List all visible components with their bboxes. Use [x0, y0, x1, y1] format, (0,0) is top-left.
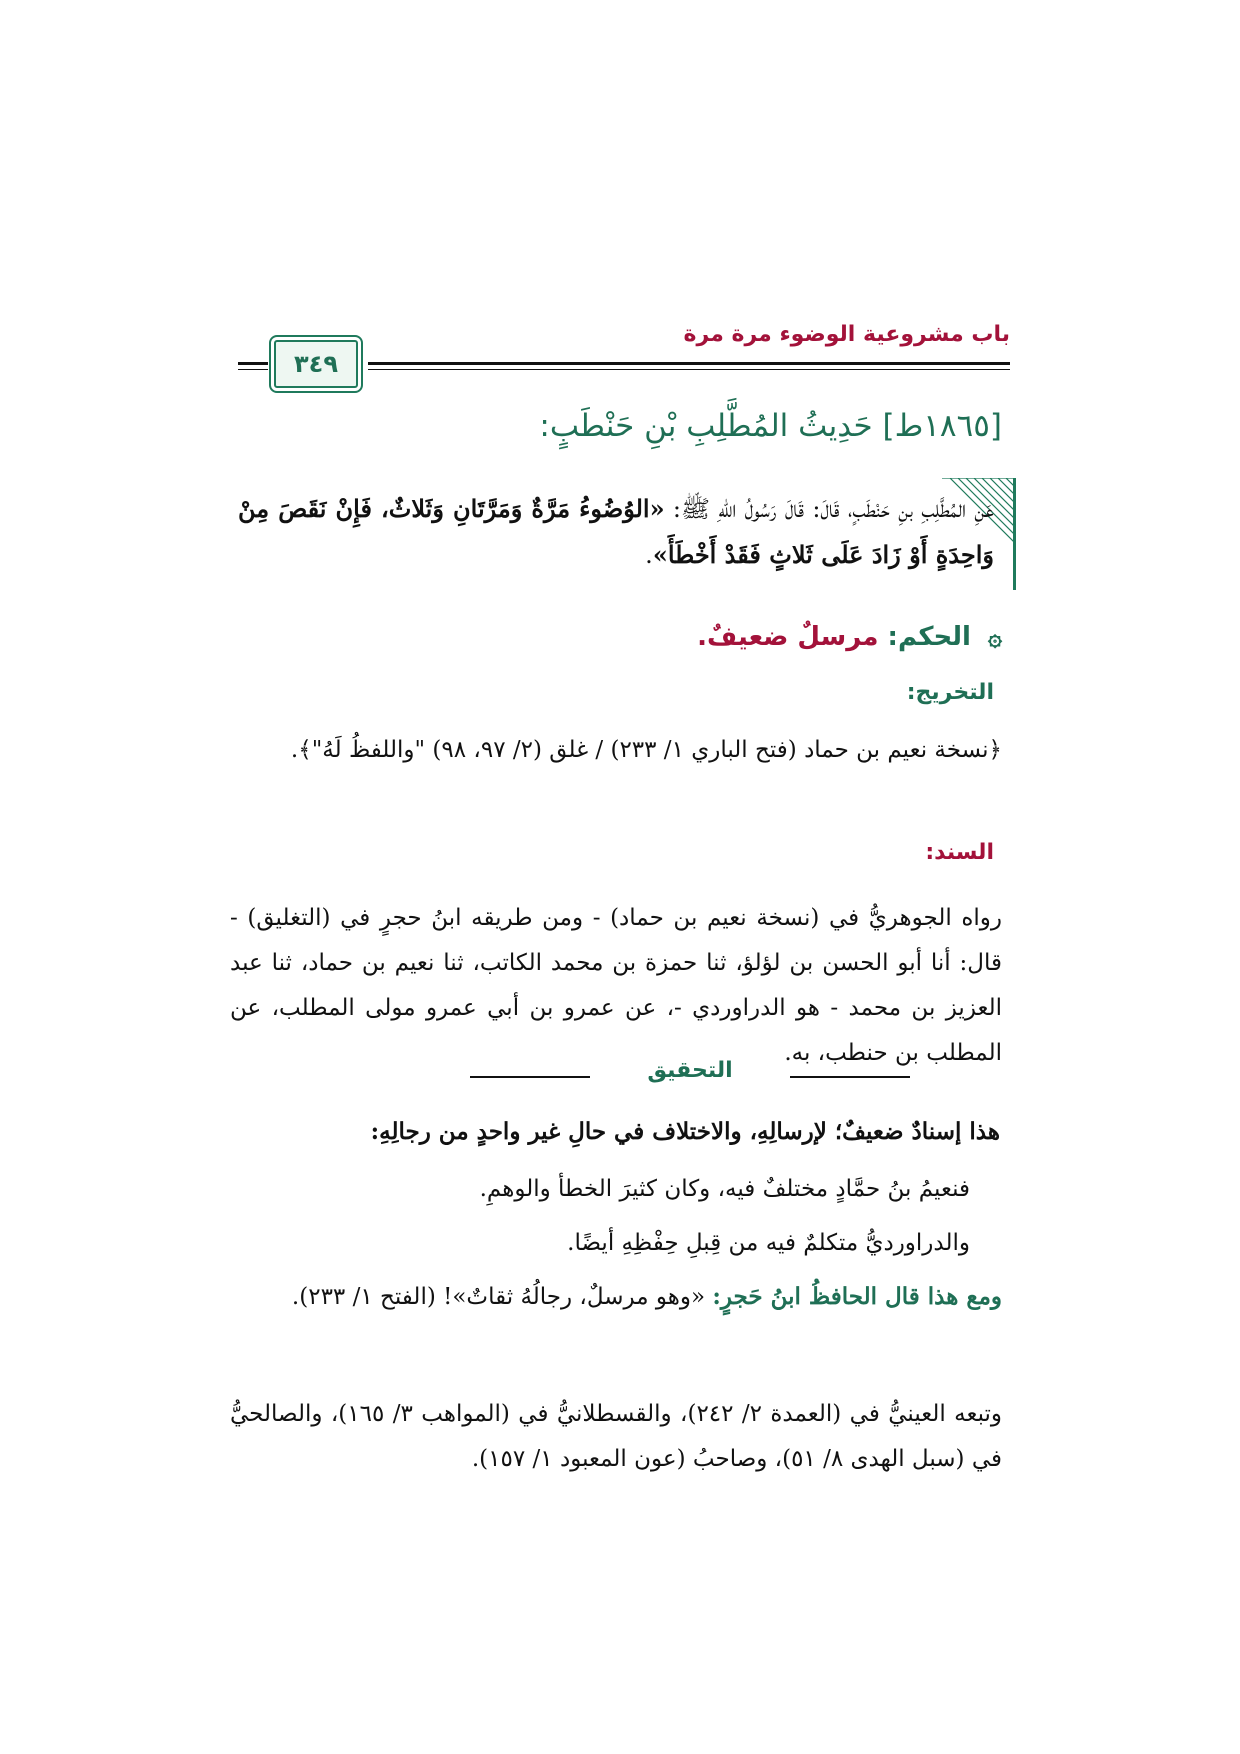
header-rule-left-thin — [238, 369, 268, 370]
header-rule-thin — [368, 369, 1010, 370]
tahqiq-heading: التحقيق — [647, 1058, 733, 1083]
ruling — [697, 622, 1002, 652]
hadith-intro: عَنِ المُطَّلِبِ بنِ حَنْطَبٍ، قَالَ: قَالَ رَسُولُ اللهِ ﷺ: — [664, 495, 994, 523]
page-header — [238, 322, 1010, 388]
header-rule-left — [238, 362, 268, 365]
tahqiq-divider — [470, 1058, 910, 1092]
ruling-ornament-icon: ۞ — [987, 623, 1002, 651]
hadith-title: [١٨٦٥ط] حَدِيثُ المُطَّلِبِ بْنِ حَنْطَبٍ: — [539, 408, 1002, 444]
sanad-text: رواه الجوهريُّ في (نسخة نعيم بن حماد) - ومن طريقه ابنُ حجرٍ في (التغليق) - قال: أنا أبو الحسن بن لؤلؤ، ثنا حمزة بن محمد الكاتب، ثنا نعيم بن حماد، ثنا عبد العزيز بن محمد - هو الدراوردي -، عن عمرو بن أبي عمرو مولى المطلب، عن المطلب بن حنطب، به. — [230, 905, 1002, 1066]
ibn-hajar-label: ومع هذا قال الحافظُ ابنُ حَجرٍ: — [712, 1283, 1002, 1310]
follow-paragraph: وتبعه العينيُّ في (العمدة ٢/ ٢٤٢)، والقسطلانيُّ في (المواهب ٣/ ١٦٥)، والصالحيُّ في (سبل الهدى ٨/ ٥١)، وصاحبُ (عون المعبود ١/ ١٥٧). — [230, 1401, 1003, 1472]
hadith-box — [228, 478, 1016, 590]
ruling-value: مرسلٌ ضعيفٌ. — [697, 622, 879, 652]
tahqiq-verdict: هذا إسنادٌ ضعيفٌ؛ لإرسالِهِ، والاختلاف في حالِ غير واحدٍ من رجالِهِ: — [370, 1118, 1000, 1145]
header-rule — [368, 362, 1010, 365]
hadith-matn: «الوُضُوءُ مَرَّةٌ وَمَرَّتَانِ وَثَلاثٌ، فَإِنْ نَقَصَ مِنْ وَاحِدَةٍ أَوْ زَادَ عَلَى ثَلاثٍ فَقَدْ أَخْطَأَ» — [238, 494, 994, 569]
ibn-hajar-paragraph — [230, 1274, 1002, 1320]
hadith-text — [238, 486, 994, 578]
ibn-hajar-quote: «وهو مرسلٌ، رجالُهُ ثقاتٌ»! (الفتح ١/ ٢٣٣). — [291, 1284, 713, 1310]
takhrij-heading: التخريج: — [906, 680, 994, 705]
hadith-end: . — [645, 541, 653, 569]
tahqiq-line-1: فنعيمُ بنُ حمَّادٍ مختلفٌ فيه، وكان كثيرَ الخطأ والوهمِ. — [479, 1176, 970, 1202]
hadith-side-bar — [1013, 478, 1016, 590]
chapter-title: باب مشروعية الوضوء مرة مرة — [683, 322, 1010, 347]
takhrij-text: ﴿نسخة نعيم بن حماد (فتح الباري ١/ ٢٣٣) / غلق (٢/ ٩٧، ٩٨) "واللفظُ لَهُ"﴾. — [290, 737, 1002, 763]
tahqiq-line-2: والدراورديُّ متكلمٌ فيه من قِبلِ حِفْظِهِ أيضًا. — [567, 1230, 970, 1256]
sanad-heading: السند: — [925, 840, 994, 865]
ruling-label: الحكم: — [887, 622, 971, 652]
page-number-badge — [274, 340, 358, 388]
page-number: ٣٤٩ — [294, 350, 338, 378]
